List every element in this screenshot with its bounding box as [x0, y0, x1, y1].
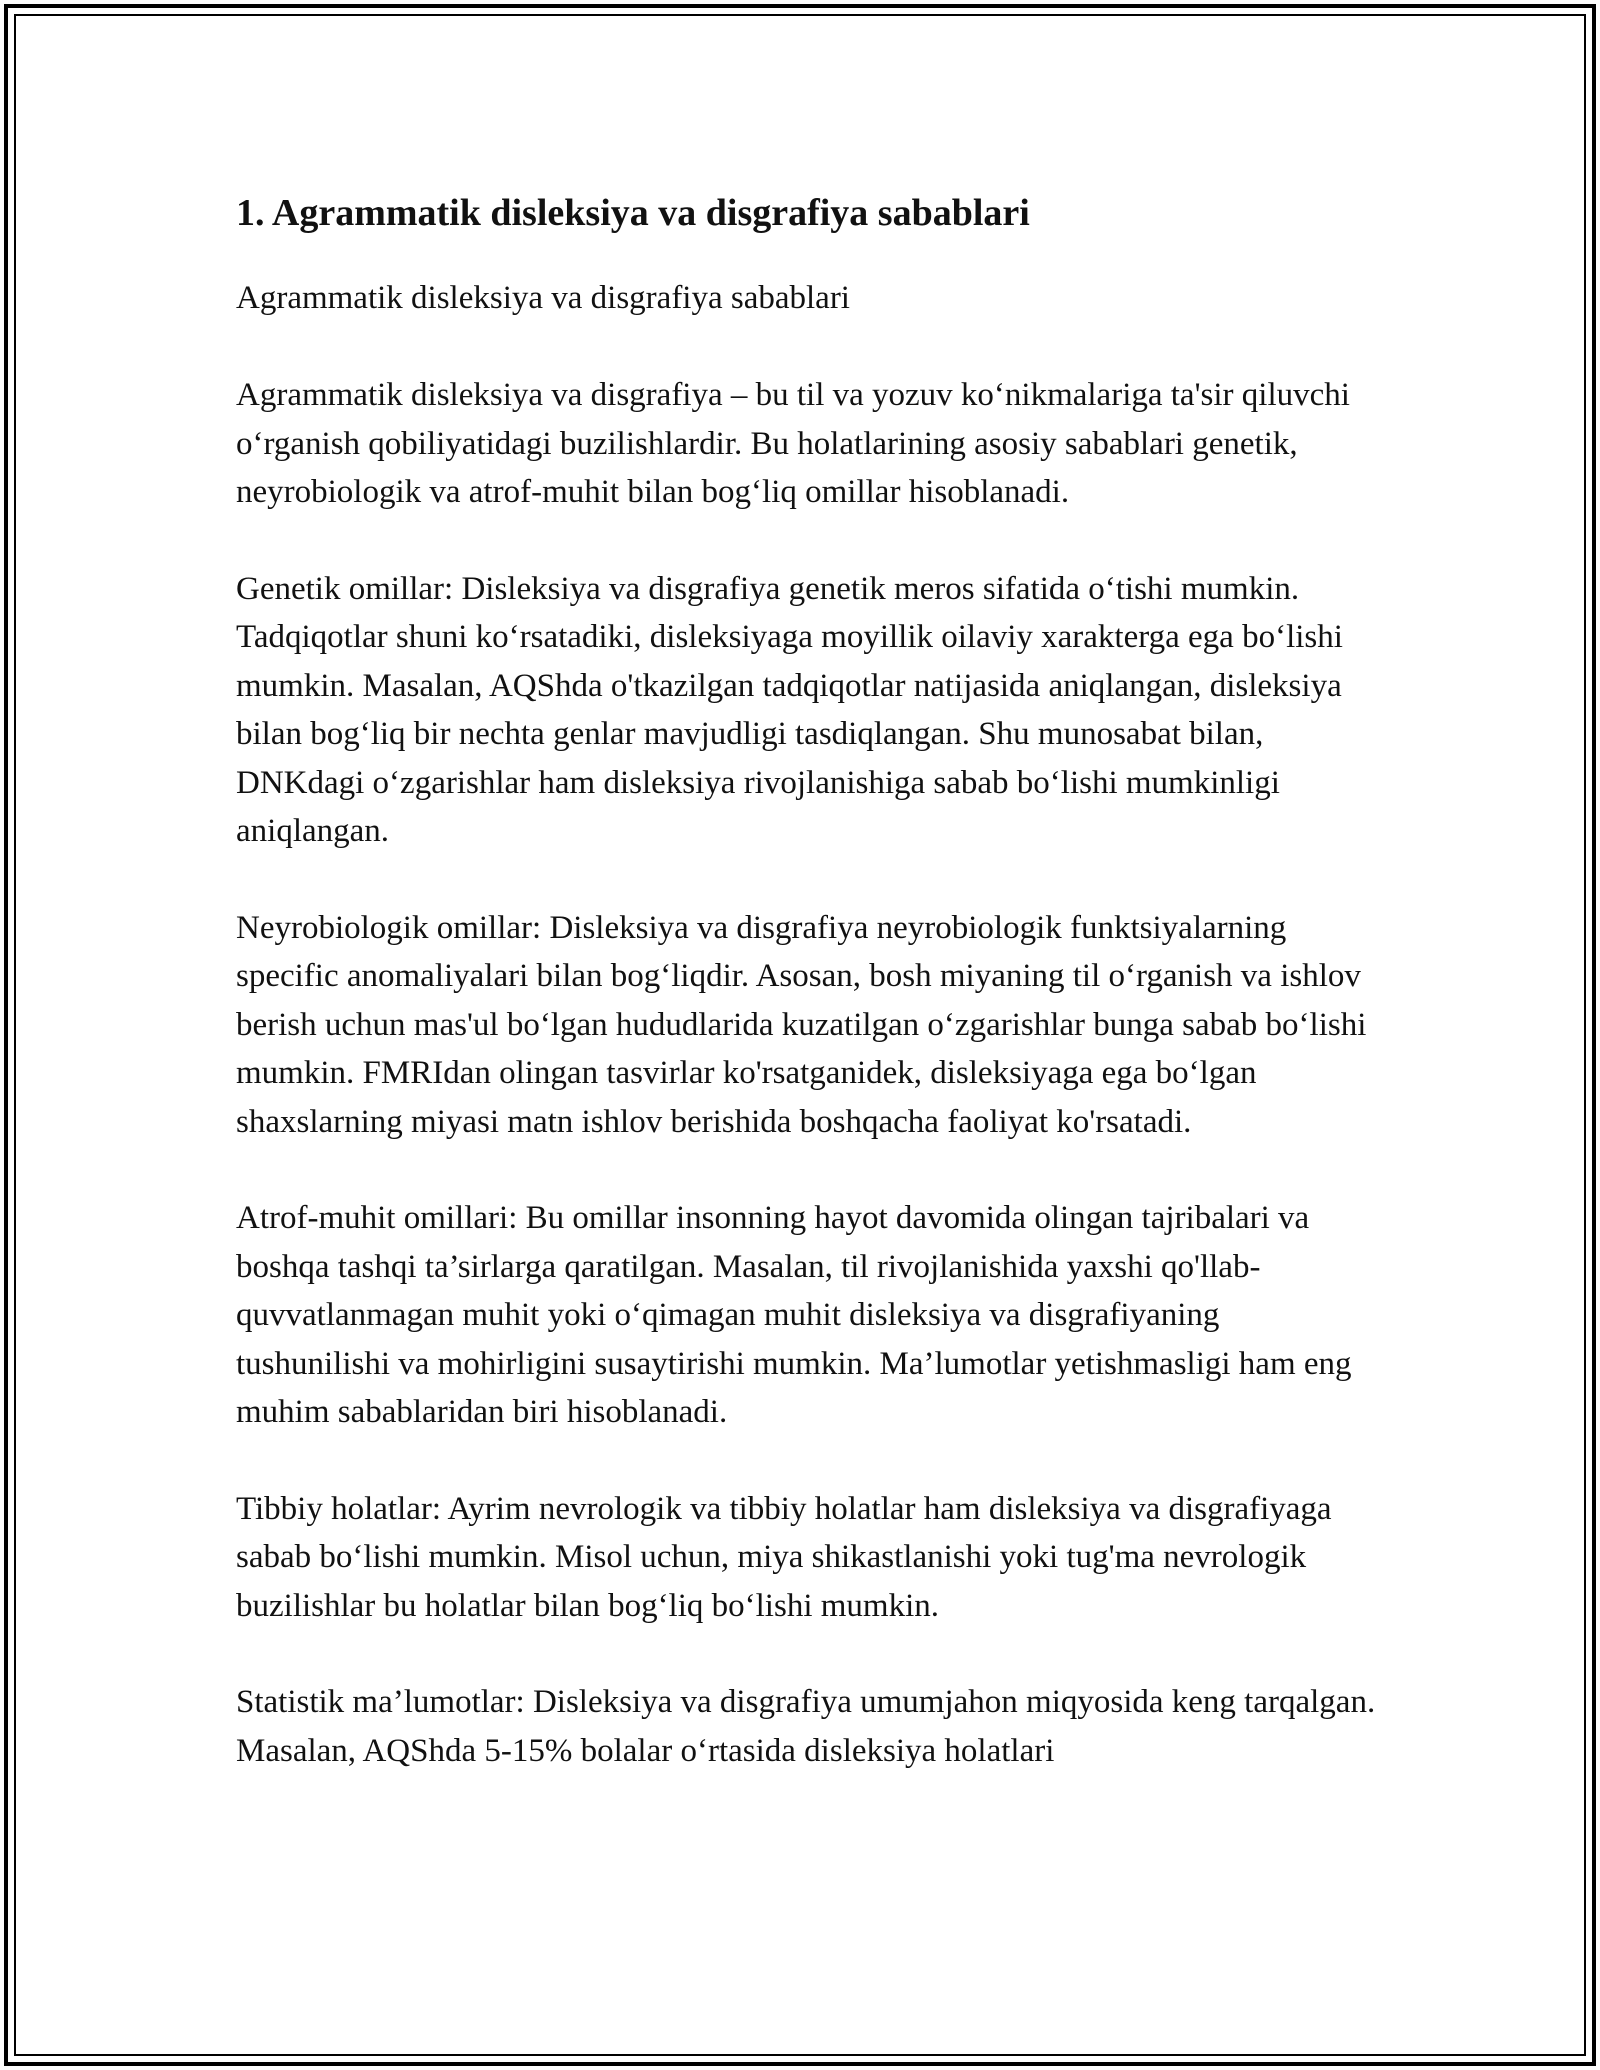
paragraph-intro: Agrammatik disleksiya va disgrafiya – bu til va yozuv koʻnikmalariga ta'sir qiluvchi oʻrganish qobiliyatidagi buzilishlardir. Bu holatlarining asosiy sabablari genetik, neyrobiologik va atrof-muhit bilan bogʻliq omillar hisoblanadi.	[236, 377, 1350, 510]
document-body	[236, 186, 1376, 1823]
document-subtitle: Agrammatik disleksiya va disgrafiya sabablari	[236, 280, 850, 316]
paragraph-statistics: Statistik ma’lumotlar: Disleksiya va disgrafiya umumjahon miqyosida keng tarqalgan. Masalan, AQShda 5-15% bolalar oʻrtasida disleksiya holatlari	[236, 1684, 1376, 1769]
paragraph-genetic-factors: Genetik omillar: Disleksiya va disgrafiya genetik meros sifatida oʻtishi mumkin. Tadqiqotlar shuni koʻrsatadiki, disleksiyaga moyillik oilaviy xarakterga ega boʻlishi mumkin. Masalan, AQShda o'tkazilgan tadqiqotlar natijasida aniqlangan, disleksiya bilan bogʻliq bir nechta genlar mavjudligi tasdiqlangan. Shu munosabat bilan, DNKdagi oʻzgarishlar ham disleksiya rivojlanishiga sabab boʻlishi mumkinligi aniqlangan.	[236, 570, 1343, 849]
document-title: 1. Agrammatik disleksiya va disgrafiya sabablari	[236, 192, 1030, 234]
paragraph-medical-conditions: Tibbiy holatlar: Ayrim nevrologik va tibbiy holatlar ham disleksiya va disgrafiyaga sabab boʻlishi mumkin. Misol uchun, miya shikastlanishi yoki tug'ma nevrologik buzilishlar bu holatlar bilan bogʻliq boʻlishi mumkin.	[236, 1490, 1332, 1624]
paragraph-environmental-factors: Atrof-muhit omillari: Bu omillar insonning hayot davomida olingan tajribalari va boshqa tashqi ta’sirlarga qaratilgan. Masalan, til rivojlanishida yaxshi qo'llab-quvvatlanmagan muhit yoki oʻqimagan muhit disleksiya va disgrafiyaning tushunilishi va mohirligini susaytirishi mumkin. Ma’lumotlar yetishmasligi ham eng muhim sabablaridan biri hisoblanadi.	[236, 1200, 1352, 1430]
paragraph-neurobiological-factors: Neyrobiologik omillar: Disleksiya va disgrafiya neyrobiologik funktsiyalarning specific anomaliyalari bilan bogʻliqdir. Asosan, bosh miyaning til oʻrganish va ishlov berish uchun mas'ul boʻlgan hududlarida kuzatilgan oʻzgarishlar bunga sabab boʻlishi mumkin. FMRIdan olingan tasvirlar ko'rsatganidek, disleksiyaga ega boʻlgan shaxslarning miyasi matn ishlov berishida boshqacha faoliyat ko'rsatadi.	[236, 909, 1367, 1140]
